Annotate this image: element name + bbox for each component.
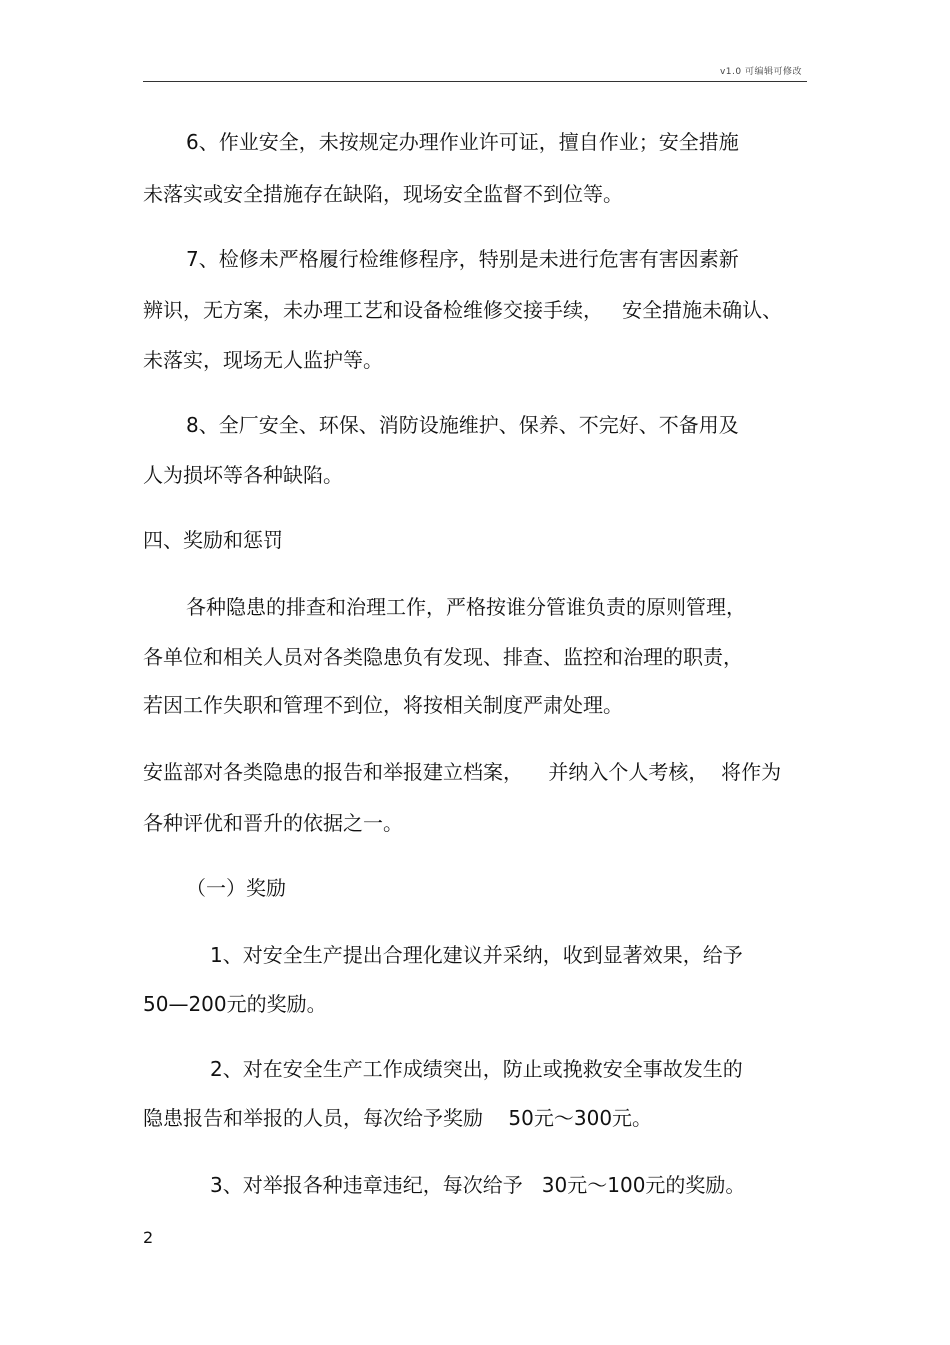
paragraph-line: 8、全厂安全、环保、消防设施维护、保养、不完好、不备用及 [186,413,739,437]
paragraph-line: 未落实，现场无人监护等。 [143,348,383,372]
paragraph-line: 1、对安全生产提出合理化建议并采纳，收到显著效果，给予 [210,943,743,967]
paragraph-line: 各种评优和晋升的依据之一。 [143,811,403,835]
paragraph-line: 各种隐患的排查和治理工作，严格按谁分管谁负责的原则管理， [186,595,746,619]
page-number: 2 [143,1228,154,1247]
paragraph-line: 各单位和相关人员对各类隐患负有发现、排查、监控和治理的职责， [143,645,743,669]
paragraph-line: 隐患报告和举报的人员，每次给予奖励 50元～300元。 [143,1106,653,1130]
paragraph-line: 人为损坏等各种缺陷。 [143,463,343,487]
section-heading: 四、奖励和惩罚 [143,528,283,552]
paragraph-line: 辨识，无方案，未办理工艺和设备检维修交接手续， 安全措施未确认、 [143,298,783,322]
header-divider [143,81,807,82]
paragraph-line: 6、作业安全，未按规定办理作业许可证，擅自作业；安全措施 [186,130,739,154]
paragraph-line: 7、检修未严格履行检维修程序，特别是未进行危害有害因素新 [186,247,739,271]
header-version-text: v1.0 可编辑可修改 [719,67,802,77]
paragraph-line: 若因工作失职和管理不到位，将按相关制度严肃处理。 [143,693,623,717]
paragraph-line: 未落实或安全措施存在缺陷，现场安全监督不到位等。 [143,182,623,206]
paragraph-line: 2、对在安全生产工作成绩突出，防止或挽救安全事故发生的 [210,1057,743,1081]
paragraph-line: 安监部对各类隐患的报告和举报建立档案， 并纳入个人考核， 将作为 [143,760,782,784]
subsection-heading: （一）奖励 [186,876,286,900]
paragraph-line: 3、对举报各种违章违纪，每次给予 30元～100元的奖励。 [210,1173,746,1197]
paragraph-line: 50—200元的奖励。 [143,992,327,1016]
